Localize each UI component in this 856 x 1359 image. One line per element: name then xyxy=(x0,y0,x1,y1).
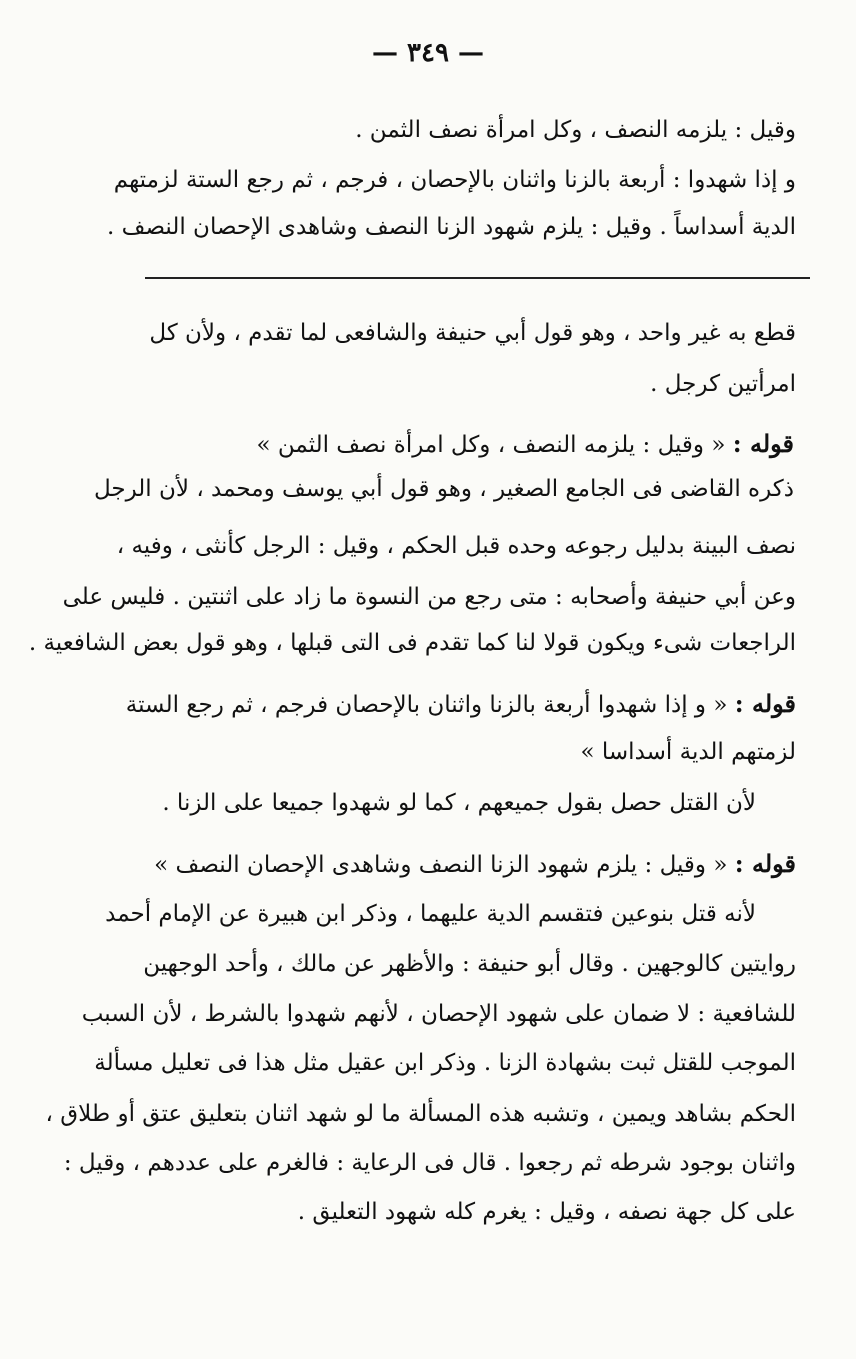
commentary-line: روايتين كالوجهين . وقال أبو حنيفة : والأظهر عن مالك ، وأحد الوجهين xyxy=(143,951,796,977)
qawluhu-label: قوله : xyxy=(732,429,794,458)
qawluhu-label: قوله : xyxy=(734,689,796,718)
commentary-line: قوله : « وقيل : يلزم شهود الزنا النصف وشاهدى الإحصان النصف » xyxy=(154,849,796,878)
commentary-line: لزمتهم الدية أسداسا » xyxy=(580,739,796,765)
commentary-line: قوله : « و إذا شهدوا أربعة بالزنا واثنان بالإحصان فرجم ، ثم رجع الستة xyxy=(125,689,796,718)
commentary-line: ذكره القاضى فى الجامع الصغير ، وهو قول أبي يوسف ومحمد ، لأن الرجل xyxy=(93,476,794,502)
commentary-line: الموجب للقتل ثبت بشهادة الزنا . وذكر ابن عقيل مثل هذا فى تعليل مسألة xyxy=(94,1050,796,1076)
commentary-line: واثنان بوجود شرطه ثم رجعوا . قال فى الرعاية : فالغرم على عددهم ، وقيل : xyxy=(63,1150,796,1176)
page-number: — ٣٤٩ — xyxy=(371,38,485,68)
matn-line-3: الدية أسداساً . وقيل : يلزم شهود الزنا النصف وشاهدى الإحصان النصف . xyxy=(107,214,796,240)
commentary-line: امرأتين كرجل . xyxy=(650,371,796,397)
commentary-line: للشافعية : لا ضمان على شهود الإحصان ، لأنهم شهدوا بالشرط ، لأن السبب xyxy=(81,1001,796,1027)
commentary-line: الراجعات شىء ويكون قولا لنا كما تقدم فى التى قبلها ، وهو قول بعض الشافعية . xyxy=(28,630,796,656)
commentary-line: قطع به غير واحد ، وهو قول أبي حنيفة والشافعى لما تقدم ، ولأن كل xyxy=(149,320,796,346)
commentary-line: وعن أبي حنيفة وأصحابه : متى رجع من النسوة ما زاد على اثنتين . فليس على xyxy=(62,584,796,610)
qawluhu-label: قوله : xyxy=(734,849,796,878)
commentary-line: لأنه قتل بنوعين فتقسم الدية عليهما ، وذكر ابن هبيرة عن الإمام أحمد xyxy=(105,901,756,927)
matn-line-2: و إذا شهدوا : أربعة بالزنا واثنان بالإحصان ، فرجم ، ثم رجع الستة لزمتهم xyxy=(113,167,796,193)
commentary-line: نصف البينة بدليل رجوعه وحده قبل الحكم ، وقيل : الرجل كأنثى ، وفيه ، xyxy=(116,533,796,559)
commentary-line: الحكم بشاهد ويمين ، وتشبه هذه المسألة ما لو شهد اثنان بتعليق عتق أو طلاق ، xyxy=(45,1101,796,1127)
commentary-line: لأن القتل حصل بقول جميعهم ، كما لو شهدوا جميعا على الزنا . xyxy=(162,790,756,816)
commentary-line: قوله : « وقيل : يلزمه النصف ، وكل امرأة نصف الثمن » xyxy=(256,429,794,458)
separator-rule xyxy=(145,277,810,279)
matn-line-1: وقيل : يلزمه النصف ، وكل امرأة نصف الثمن . xyxy=(355,117,796,143)
commentary-line: على كل جهة نصفه ، وقيل : يغرم كله شهود التعليق . xyxy=(297,1199,796,1225)
